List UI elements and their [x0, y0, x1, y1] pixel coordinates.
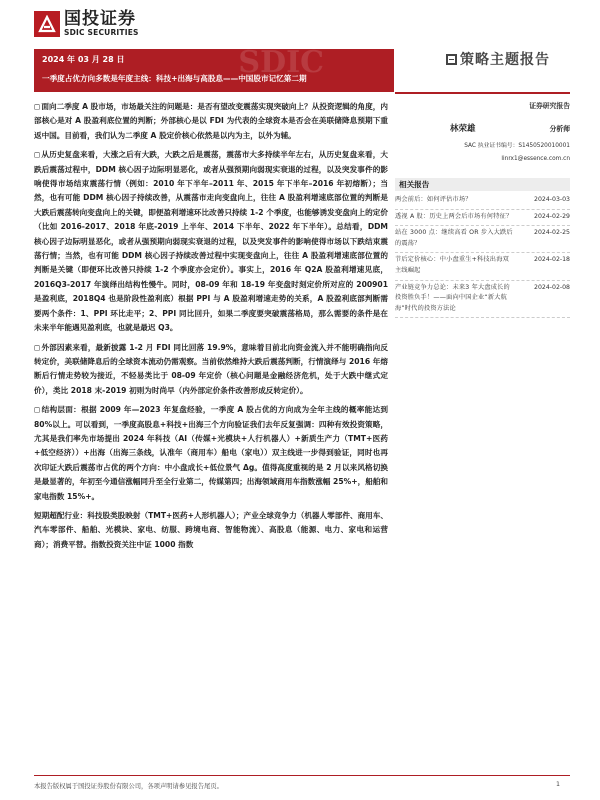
brand-mark-icon — [34, 11, 60, 37]
analyst-role: 分析师 — [549, 125, 570, 133]
related-report-item[interactable] — [395, 226, 570, 253]
org-label: 证券研究报告 — [529, 102, 570, 110]
analyst-email[interactable]: linrx1@essence.com.cn — [501, 156, 570, 162]
sidebar — [395, 92, 570, 318]
related-report-title[interactable]: 产业链竞争力总论：未来3 年大盘成长的投资胜负手！——面向中国企业“新大航海”时代的投资方法论 — [395, 283, 510, 312]
related-report-date: 2024-02-29 — [534, 212, 570, 220]
related-report-item[interactable] — [395, 281, 570, 319]
related-report-date: 2024-02-18 — [534, 256, 570, 264]
related-report-title[interactable]: 节后定价核心：中小盘重生+科技出海双主线崛起 — [395, 256, 509, 274]
brand-name-en: SDIC SECURITIES — [64, 28, 139, 38]
page-number: 1 — [556, 781, 561, 788]
related-report-item[interactable] — [395, 193, 570, 210]
bullet-square-icon: ◻ — [34, 102, 41, 111]
bullet-square-icon: ◻ — [34, 342, 41, 352]
related-report-title[interactable]: 站在 3000 点：继续高看 OR 步入大跌后的震荡？ — [395, 229, 513, 247]
related-report-date: 2024-03-03 — [534, 196, 570, 203]
brand-name-cn: 国投证券 — [64, 9, 136, 30]
related-report-item[interactable] — [395, 253, 570, 280]
report-title: 一季度占优方向多数是年度主线：科技+出海与高股息——中国股市记忆第二期 — [42, 74, 307, 83]
related-report-title[interactable]: 两会前后：如何评估市场？ — [395, 196, 472, 203]
sac-number: SAC 执业证书编号：S1450520010001 — [464, 143, 570, 149]
body-paragraph: ◻外部因素来看，最新披露 1-2 月 FDI 同比回落 19.9%，意味着目前北向资金流入并不能明确指向反转定价，美联储降息后的全球资本流动仍需观察。当前依然维持大跌后震荡判断，行情演绎与 2016 年熔断后行情走势较为接近，不轻易类比于 08-09 年定价（核心问题是金融经济危机，处于大跌中继式定价），类比 2018 末-2019 初则为时尚早（内外部定价条件改善形成反转定价）。 — [34, 342, 388, 395]
footer-divider — [34, 775, 570, 776]
footer-disclaimer: 本报告版权属于国投证券股份有限公司，各项声明请参见报告尾页。 — [34, 783, 223, 790]
related-report-item[interactable] — [395, 210, 570, 227]
analyst-name: 林荣雄 — [450, 124, 476, 134]
body-paragraph: ◻面向二季度 A 股市场，市场最关注的问题是：是否有望改变震荡实现突破向上？从投资逻辑的角度，内部核心是对 A 股盈利底位置的判断；外部核心是以 FDI 为代表的全球资本是否会在美联储降息预期下重返中国。目前看，我们认为二季度 A 股定价核心依然是以内为主，以外为辅。 — [34, 102, 388, 140]
related-report-date: 2024-02-08 — [534, 283, 570, 291]
title-banner — [34, 49, 394, 92]
report-type-label: 策略主题报告 — [460, 52, 550, 68]
related-report-title[interactable]: 透视 A 股：历史上两会后市场有何特征？ — [395, 212, 513, 220]
brand-logo — [34, 8, 194, 40]
bullet-square-icon: ◻ — [34, 150, 41, 160]
body-paragraph: 短期超配行业：科技股类股映射（TMT+医药+人形机器人）；产业全球竞争力（机器人零部件、商用车、汽车零部件、船舶、光模块、家电、纺服、跨境电商、智能物流）、高股息（能源、电力、家电和运营商）；消费平替。指数投资关注中证 1000 指数 — [34, 510, 388, 549]
report-doc-icon — [446, 54, 457, 65]
report-body — [34, 100, 388, 557]
body-paragraph: ◻从历史复盘来看，大涨之后有大跌，大跌之后是震荡，震荡市大多持续半年左右，从历史复盘来看，大跌后震荡过程中，DDM 核心因子边际明显恶化，或者从强预期向弱现实衰退的过程，以及突发事件的影响使得市场结束震荡行情（例如：2010 年下半年–2011 年、2015 年下半年–2016 年初熔断）；当然，也有可能 DDM 核心因子持续改善，从震荡市走向变盘向上，往往 A 股盈利增速底部位置的判断是大跌后震荡转向变盘向上的关键，即便盈利增速环比改善只持续 1-2 个季度，也能够诱发变盘向上的定价（比如 2016-2017、2018 年底-2019 上半年、2014 下半年、2022 年下半年）。总结看，DDM 核心因子边际明显恶化，或者从强预期向弱现实衰退的过程，以及突发事件的影响使得市场以下跌结束震荡行情；当然，也有可能 DDM 核心因子持续改善过程中实现变盘向上，往往 A 股盈利增速底部位置的判断是关键（即便环比改善只持续 1-2 个季度亦会定价）。事实上，2016 年 Q2A 股盈利增速见底，2016Q3-2017 年演绎出结构性慢牛。同时，08-09 年和 18-19 年变盘时刻定价所对应的 200901 是盈利底，2018Q4 也是阶段性盈利底）根据 PPI 与 A 股盈利增速走势的关系，A 股盈利底部判断需要两个条件：1、PPI 环比走平；2、PPI 同比回升，如果二季度要突破震荡格局，那么需要的条件是在未来半年能遇见盈利底，也就是最迟 Q3。 — [34, 150, 388, 333]
analyst-row — [395, 122, 570, 134]
body-paragraph: ◻结构层面：根据 2009 年—2023 年复盘经验，一季度 A 股占优的方向成为全年主线的概率能达到 80%以上。可以看到，一季度高股息+科技+出海三个方向验证我们去年反复强调：四种有效投资策略，尤其是我们率先市场提出 2024 年科技（AI（传媒+光模块+人行机器人）+新质生产力（TMT+医药+低空经济））+出海（出海三条线，认准年（商用车）船电（家电））双主线进一步得到验证，同时也再次印证大跌后震荡市占优的两个方向：中小盘成长+低位景气 Δg。值得高度重视的是 2 月以来风格切换是最显著的，年初至今通信涨幅同升至全行业第二，传媒第四；出海领域商用车指数涨幅 25%+，船舶和家电指数 15%+。 — [34, 405, 388, 501]
banner-watermark: SDIC — [238, 49, 324, 80]
report-date: 2024 年 03 月 28 日 — [42, 55, 125, 64]
report-type-header — [446, 46, 572, 72]
bullet-square-icon: ◻ — [34, 405, 41, 415]
related-reports-header: 相关报告 — [395, 178, 570, 191]
related-report-date: 2024-02-25 — [534, 229, 570, 237]
related-reports-list — [395, 193, 570, 318]
